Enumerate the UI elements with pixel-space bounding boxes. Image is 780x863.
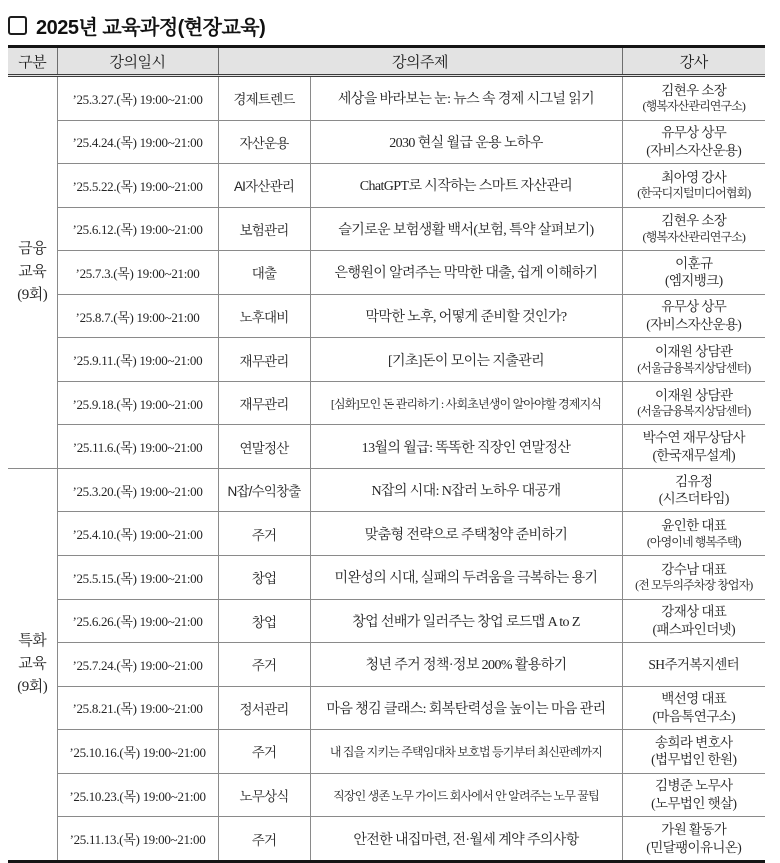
topic-cell: 맞춤형 전략으로 주택청약 준비하기 bbox=[310, 512, 622, 556]
lecturer-name: 가원 활동가 bbox=[661, 822, 727, 838]
subject-cell: 주거 bbox=[218, 512, 310, 556]
subject-cell: 대출 bbox=[218, 251, 310, 295]
lecturer-cell bbox=[622, 76, 765, 121]
lecturer-affiliation: (한국디지털미디어협회) bbox=[637, 186, 751, 201]
lecturer-name: 이훈규 bbox=[675, 255, 713, 271]
lecturer-affiliation: (한국재무설계) bbox=[652, 447, 735, 463]
lecturer-name: 김현우 소장 bbox=[661, 82, 727, 98]
lecturer-name: 윤인한 대표 bbox=[661, 518, 727, 534]
topic-cell: 13월의 월급: 똑똑한 직장인 연말정산 bbox=[310, 425, 622, 469]
lecturer-name: 김유정 bbox=[675, 473, 713, 489]
lecturer-cell bbox=[622, 164, 765, 208]
table-row bbox=[8, 76, 765, 121]
lecturer-cell bbox=[622, 468, 765, 512]
subject-cell: AI자산관리 bbox=[218, 164, 310, 208]
category-cell bbox=[8, 76, 57, 469]
subject-cell: 주거 bbox=[218, 730, 310, 774]
table-row bbox=[8, 338, 765, 382]
lecture-date-cell: ’25.3.20.(목) 19:00~21:00 bbox=[57, 468, 218, 512]
lecturer-affiliation: (민달팽이유니온) bbox=[646, 839, 742, 855]
topic-cell: 안전한 내집마련, 전·월세 계약 주의사항 bbox=[310, 817, 622, 862]
lecturer-affiliation: (서울금융복지상담센터) bbox=[637, 404, 751, 419]
table-row bbox=[8, 207, 765, 251]
lecturer-cell bbox=[622, 338, 765, 382]
lecturer-cell bbox=[622, 773, 765, 817]
subject-cell: 경제트렌드 bbox=[218, 76, 310, 121]
lecturer-cell bbox=[622, 643, 765, 687]
lecturer-cell bbox=[622, 730, 765, 774]
header-topic: 강의주제 bbox=[218, 47, 622, 76]
table-row bbox=[8, 817, 765, 862]
lecturer-name: 김현우 소장 bbox=[661, 213, 727, 229]
category-line: 교육 bbox=[18, 263, 47, 280]
subject-cell: 노후대비 bbox=[218, 294, 310, 338]
subject-cell: 연말정산 bbox=[218, 425, 310, 469]
lecture-date-cell: ’25.4.10.(목) 19:00~21:00 bbox=[57, 512, 218, 556]
subject-cell: 창업 bbox=[218, 556, 310, 600]
lecturer-name: 박수연 재무상담사 bbox=[642, 430, 745, 446]
topic-cell: 2030 현실 월급 운용 노하우 bbox=[310, 120, 622, 164]
table-row bbox=[8, 468, 765, 512]
table-row bbox=[8, 773, 765, 817]
lecturer-cell bbox=[622, 425, 765, 469]
empty-square-bullet-icon bbox=[8, 16, 27, 35]
lecturer-affiliation: (노무법인 햇살) bbox=[651, 796, 737, 812]
lecture-date-cell: ’25.5.15.(목) 19:00~21:00 bbox=[57, 556, 218, 600]
lecturer-affiliation: (서울금융복지상담센터) bbox=[637, 360, 751, 375]
topic-cell: 은행원이 알려주는 막막한 대출, 쉽게 이해하기 bbox=[310, 251, 622, 295]
topic-cell: 청년 주거 정책·정보 200% 활용하기 bbox=[310, 643, 622, 687]
lecturer-affiliation: (자비스자산운용) bbox=[646, 142, 742, 158]
header-row bbox=[8, 47, 765, 76]
lecture-date-cell: ’25.3.27.(목) 19:00~21:00 bbox=[57, 76, 218, 121]
table-row bbox=[8, 164, 765, 208]
lecturer-name: 백선영 대표 bbox=[661, 691, 727, 707]
topic-cell: 미완성의 시대, 실패의 두려움을 극복하는 용기 bbox=[310, 556, 622, 600]
lecture-date-cell: ’25.10.23.(목) 19:00~21:00 bbox=[57, 773, 218, 817]
lecturer-cell bbox=[622, 120, 765, 164]
lecturer-cell bbox=[622, 381, 765, 425]
lecturer-affiliation: (법무법인 한원) bbox=[651, 752, 737, 768]
subject-cell: 재무관리 bbox=[218, 338, 310, 382]
lecture-date-cell: ’25.11.6.(목) 19:00~21:00 bbox=[57, 425, 218, 469]
schedule-body bbox=[8, 76, 765, 862]
lecturer-name: 이재원 상담관 bbox=[655, 343, 733, 359]
lecture-date-cell: ’25.8.21.(목) 19:00~21:00 bbox=[57, 686, 218, 730]
lecturer-cell bbox=[622, 686, 765, 730]
topic-cell: 막막한 노후, 어떻게 준비할 것인가? bbox=[310, 294, 622, 338]
table-row bbox=[8, 730, 765, 774]
lecture-date-cell: ’25.10.16.(목) 19:00~21:00 bbox=[57, 730, 218, 774]
table-row bbox=[8, 599, 765, 643]
category-line: (9회) bbox=[17, 287, 48, 304]
lecturer-cell bbox=[622, 294, 765, 338]
subject-cell: 재무관리 bbox=[218, 381, 310, 425]
table-row bbox=[8, 294, 765, 338]
lecturer-name: 강수남 대표 bbox=[661, 561, 727, 577]
table-row bbox=[8, 556, 765, 600]
lecturer-affiliation: (행복자산관리연구소) bbox=[642, 229, 745, 244]
lecturer-name: 유무상 상무 bbox=[661, 299, 727, 315]
category-cell bbox=[8, 468, 57, 861]
lecture-date-cell: ’25.7.24.(목) 19:00~21:00 bbox=[57, 643, 218, 687]
table-row bbox=[8, 425, 765, 469]
topic-cell: 마음 챙김 클래스: 회복탄력성을 높이는 마음 관리 bbox=[310, 686, 622, 730]
lecture-date-cell: ’25.11.13.(목) 19:00~21:00 bbox=[57, 817, 218, 862]
header-category: 구분 bbox=[8, 47, 57, 76]
lecturer-cell bbox=[622, 512, 765, 556]
page-title-text: 2025년 교육과정(현장교육) bbox=[36, 16, 266, 39]
lecturer-name: SH주거복지센터 bbox=[648, 656, 740, 672]
table-row bbox=[8, 686, 765, 730]
topic-cell: 슬기로운 보험생활 백서(보험, 특약 살펴보기) bbox=[310, 207, 622, 251]
subject-cell: N잡/수익창출 bbox=[218, 468, 310, 512]
subject-cell: 노무상식 bbox=[218, 773, 310, 817]
category-line: 금융 bbox=[18, 240, 47, 257]
lecturer-affiliation: (마음톡연구소) bbox=[652, 708, 735, 724]
lecturer-cell bbox=[622, 817, 765, 862]
lecturer-affiliation: (아영이네 행복주택) bbox=[646, 534, 741, 549]
topic-cell: N잡의 시대: N잡러 노하우 대공개 bbox=[310, 468, 622, 512]
lecturer-name: 송희라 변호사 bbox=[655, 734, 733, 750]
course-schedule-table bbox=[8, 45, 765, 863]
lecture-date-cell: ’25.5.22.(목) 19:00~21:00 bbox=[57, 164, 218, 208]
subject-cell: 정서관리 bbox=[218, 686, 310, 730]
lecturer-cell bbox=[622, 599, 765, 643]
lecturer-name: 이재원 상담관 bbox=[655, 387, 733, 403]
lecturer-name: 유무상 상무 bbox=[661, 125, 727, 141]
lecture-date-cell: ’25.4.24.(목) 19:00~21:00 bbox=[57, 120, 218, 164]
topic-cell: [기초]돈이 모이는 지출관리 bbox=[310, 338, 622, 382]
lecturer-name: 강재상 대표 bbox=[661, 604, 727, 620]
lecture-date-cell: ’25.6.12.(목) 19:00~21:00 bbox=[57, 207, 218, 251]
lecture-date-cell: ’25.9.11.(목) 19:00~21:00 bbox=[57, 338, 218, 382]
lecturer-affiliation: (패스파인더넷) bbox=[652, 621, 735, 637]
topic-cell: [심화]모인 돈 관리하기 : 사회초년생이 알아야할 경제지식 bbox=[310, 381, 622, 425]
document-page bbox=[0, 9, 780, 854]
topic-cell: 세상을 바라보는 눈: 뉴스 속 경제 시그널 읽기 bbox=[310, 76, 622, 121]
lecture-date-cell: ’25.6.26.(목) 19:00~21:00 bbox=[57, 599, 218, 643]
lecturer-name: 최아영 강사 bbox=[661, 169, 727, 185]
lecturer-cell bbox=[622, 251, 765, 295]
table-row bbox=[8, 512, 765, 556]
topic-cell: 내 집을 지키는 주택임대차 보호법 등기부터 최신판례까지 bbox=[310, 730, 622, 774]
lecturer-cell bbox=[622, 556, 765, 600]
subject-cell: 주거 bbox=[218, 817, 310, 862]
subject-cell: 자산운용 bbox=[218, 120, 310, 164]
category-line: (9회) bbox=[17, 679, 48, 695]
header-lecturer: 강사 bbox=[622, 47, 765, 76]
table-row bbox=[8, 120, 765, 164]
topic-cell: 창업 선배가 일러주는 창업 로드맵 A to Z bbox=[310, 599, 622, 643]
lecture-date-cell: ’25.7.3.(목) 19:00~21:00 bbox=[57, 251, 218, 295]
lecturer-affiliation: (행복자산관리연구소) bbox=[642, 99, 745, 114]
topic-cell: ChatGPT로 시작하는 스마트 자산관리 bbox=[310, 164, 622, 208]
lecturer-cell bbox=[622, 207, 765, 251]
category-line: 교육 bbox=[18, 655, 47, 672]
table-row bbox=[8, 251, 765, 295]
lecture-date-cell: ’25.8.7.(목) 19:00~21:00 bbox=[57, 294, 218, 338]
header-datetime: 강의일시 bbox=[57, 47, 218, 76]
page-title bbox=[8, 9, 780, 41]
table-row bbox=[8, 643, 765, 687]
subject-cell: 주거 bbox=[218, 643, 310, 687]
lecturer-affiliation: (시즈더타임) bbox=[658, 491, 729, 507]
subject-cell: 보험관리 bbox=[218, 207, 310, 251]
topic-cell: 직장인 생존 노무 가이드 회사에서 안 알려주는 노무 꿀팁 bbox=[310, 773, 622, 817]
table-row bbox=[8, 381, 765, 425]
lecturer-affiliation: (엠지뱅크) bbox=[664, 273, 723, 289]
lecturer-affiliation: (전 모두의주차장 창업자) bbox=[635, 578, 753, 593]
lecturer-affiliation: (자비스자산운용) bbox=[646, 317, 742, 332]
lecturer-name: 김병준 노무사 bbox=[655, 778, 733, 794]
subject-cell: 창업 bbox=[218, 599, 310, 643]
lecture-date-cell: ’25.9.18.(목) 19:00~21:00 bbox=[57, 381, 218, 425]
category-line: 특화 bbox=[18, 632, 47, 649]
